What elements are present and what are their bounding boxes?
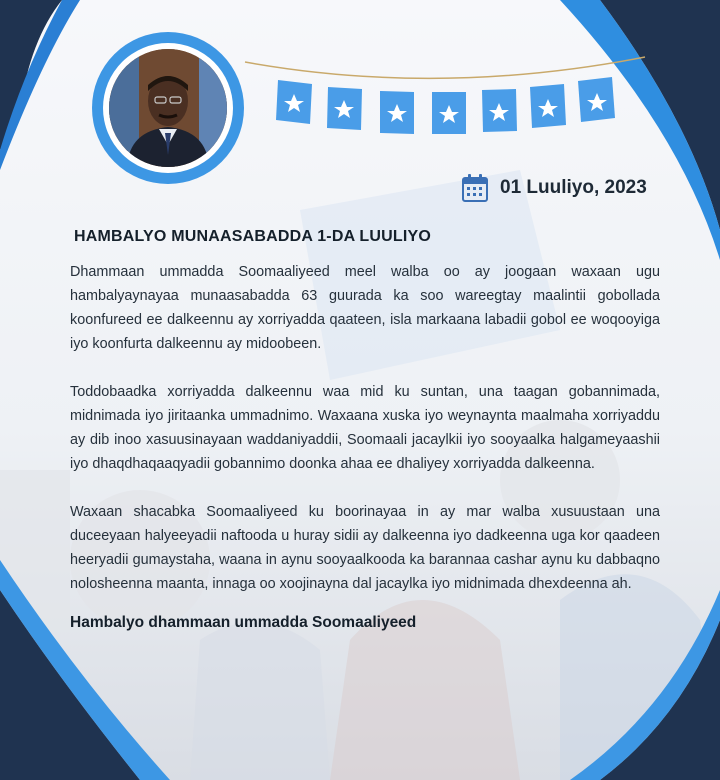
somali-flag-6 (530, 84, 566, 128)
paragraph-3: Waxaan shacabka Soomaaliyeed ku boorinayaa in ay mar walba xusuustaan una duceeyaan halyeeyadii naftooda u huray sidii ay dalkeenna iyo dadkeenna uga kor qaadeen heeryadii gumaystaha, waana in aynu sooyaalkooda ka barannaa cashar aynu ku dabbaqno nolosheenna maanta, innaga oo xoojinayna dal jacaylka iyo midnimada dhexdeenna ah. (70, 504, 660, 592)
person-portrait-icon (109, 49, 227, 167)
paragraph-2: Toddobaadka xorriyadda dalkeennu waa mid ku suntan, una taagan gobannimada, midnimada iyo jiritaanka ummadnimo. Waxaana xuska iyo weynaynta maalmaha xorriyaddu ay dib inoo xasuusinayaan waddaniyaddii, Soomaali jacaylkii iyo sooyaalka halgameyaashii iyo dhaqdhaqaaqyadii gobannimo doonka ahaa ee dhaliyey xorriyadda dalkeenna. (70, 384, 660, 472)
closing-line: Hambalyo dhammaan ummadda Soomaaliyeed (70, 614, 417, 631)
article-body (70, 228, 660, 632)
paragraph-1: Dhammaan ummadda Soomaaliyeed meel walba oo ay joogaan waxaan ugu hambalyaynayaa munaasabadda 63 guurada ka soo wareegtay maalintii gobollada koonfureed ee dalkeennu ay xorriyadda qaateen, isla markaana labadii gobol ee woqooyiga iyo koonfurta dalkeennu ay midoobeen. (70, 264, 660, 352)
portrait-inner-ring (103, 43, 233, 173)
article-headline: HAMBALYO MUNAASABADDA 1-DA LUULIYO (74, 228, 432, 245)
somali-flag-7 (578, 77, 615, 122)
date-row (462, 174, 647, 202)
calendar-icon (462, 174, 488, 202)
date-text: 01 Luuliyo, 2023 (500, 177, 647, 198)
portrait-frame (92, 32, 244, 184)
flag-bunting (240, 52, 650, 152)
somali-flag-5 (482, 89, 517, 132)
president-portrait (109, 49, 227, 167)
somali-flag-3 (380, 91, 414, 134)
somali-flag-1 (276, 80, 312, 124)
somali-flag-2 (327, 87, 362, 130)
somali-flag-4 (432, 92, 466, 134)
